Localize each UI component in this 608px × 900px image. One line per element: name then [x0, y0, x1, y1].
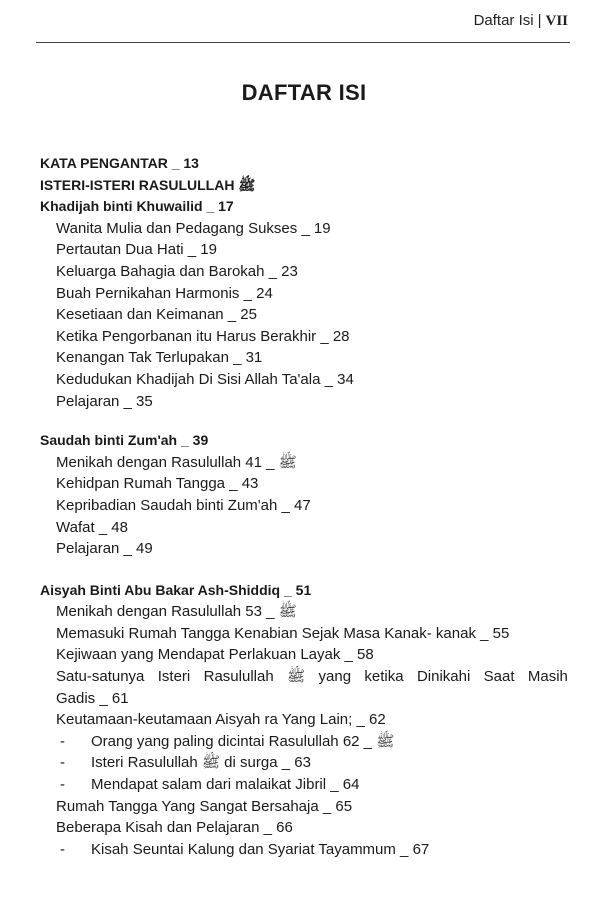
toc-item: Rumah Tangga Yang Sangat Bersahaja _ 65: [56, 797, 353, 815]
toc-item: Kehidpan Rumah Tangga _ 43: [56, 475, 259, 493]
word: Satu-satunya: [56, 668, 145, 686]
toc-item: Kejiwaan yang Mendapat Perlakuan Layak _ 58: [56, 646, 374, 664]
header-page-number: VII: [545, 13, 568, 29]
toc-entry-isteri: ISTERI-ISTERI RASULULLAH ﷺ: [40, 176, 256, 193]
word: Saat: [483, 668, 515, 686]
dash-bullet: -: [60, 732, 65, 750]
toc-entry-kata-pengantar: KATA PENGANTAR _ 13: [40, 155, 199, 171]
table-of-contents: [40, 153, 568, 860]
bullet-text: Kisah Seuntai Kalung dan Syariat Tayammum _ 67: [91, 840, 430, 858]
bullet-text: Isteri Rasulullah ﷺ di surga _ 63: [91, 754, 311, 772]
toc-item: Menikah dengan Rasulullah ﷺ _ 41: [56, 453, 297, 471]
toc-item: Kenangan Tak Terlupakan _ 31: [56, 349, 263, 367]
toc-item: Pertautan Dua Hati _ 19: [56, 241, 217, 259]
toc-item: Memasuki Rumah Tangga Kenabian Sejak Masa Kanak- kanak _ 55: [56, 624, 510, 642]
word: Masih: [527, 668, 568, 686]
bullet-text: Orang yang paling dicintai Rasulullah ﷺ _ 62: [91, 732, 395, 750]
word: Dinikahi: [416, 668, 471, 686]
toc-bullet-item: [40, 731, 568, 753]
page-title: DAFTAR ISI: [241, 80, 367, 105]
toc-item: Wafat _ 48: [56, 518, 128, 536]
toc-item: Pelajaran _ 49: [56, 540, 153, 558]
toc-heading-saudah: Saudah binti Zum'ah _ 39: [40, 432, 209, 449]
running-header: [474, 12, 568, 30]
word: yang: [318, 668, 352, 686]
word: Isteri: [157, 668, 191, 686]
toc-item: Keutamaan-keutamaan Aisyah ra Yang Lain; _ 62: [56, 711, 386, 729]
toc-item: Ketika Pengorbanan itu Harus Berakhir _ 28: [56, 327, 350, 345]
toc-bullet-item: [40, 774, 568, 796]
header-rule: [36, 42, 570, 43]
toc-heading-aisyah: Aisyah Binti Abu Bakar Ash-Shiddiq _ 51: [40, 581, 312, 598]
word: ﷺ: [287, 668, 306, 686]
toc-item: Pelajaran _ 35: [56, 392, 153, 410]
header-separator: |: [537, 12, 542, 29]
toc-item: Keluarga Bahagia dan Barokah _ 23: [56, 262, 298, 280]
dash-bullet: -: [60, 754, 65, 772]
toc-item: Wanita Mulia dan Pedagang Sukses _ 19: [56, 219, 331, 237]
toc-item: Menikah dengan Rasulullah ﷺ _ 53: [56, 603, 297, 621]
toc-item: Kepribadian Saudah binti Zum'ah _ 47: [56, 496, 311, 514]
toc-heading-khadijah: Khadijah binti Khuwailid _ 17: [40, 198, 234, 215]
toc-item-wrap: Gadis _ 61: [56, 689, 129, 707]
dash-bullet: -: [60, 840, 65, 858]
word: ketika: [364, 668, 404, 686]
toc-item-justified: [40, 666, 568, 688]
dash-bullet: -: [60, 776, 65, 794]
toc-bullet-item: [40, 752, 568, 774]
toc-item: Beberapa Kisah dan Pelajaran _ 66: [56, 819, 293, 837]
toc-bullet-item: [40, 839, 568, 861]
toc-item: Kesetiaan dan Keimanan _ 25: [56, 306, 257, 324]
word: Rasulullah: [203, 668, 274, 686]
toc-item: Buah Pernikahan Harmonis _ 24: [56, 284, 273, 302]
toc-item: Kedudukan Khadijah Di Sisi Allah Ta'ala _ 34: [56, 370, 354, 388]
header-section: Daftar Isi: [473, 12, 534, 29]
bullet-text: Mendapat salam dari malaikat Jibril _ 64: [91, 776, 360, 794]
